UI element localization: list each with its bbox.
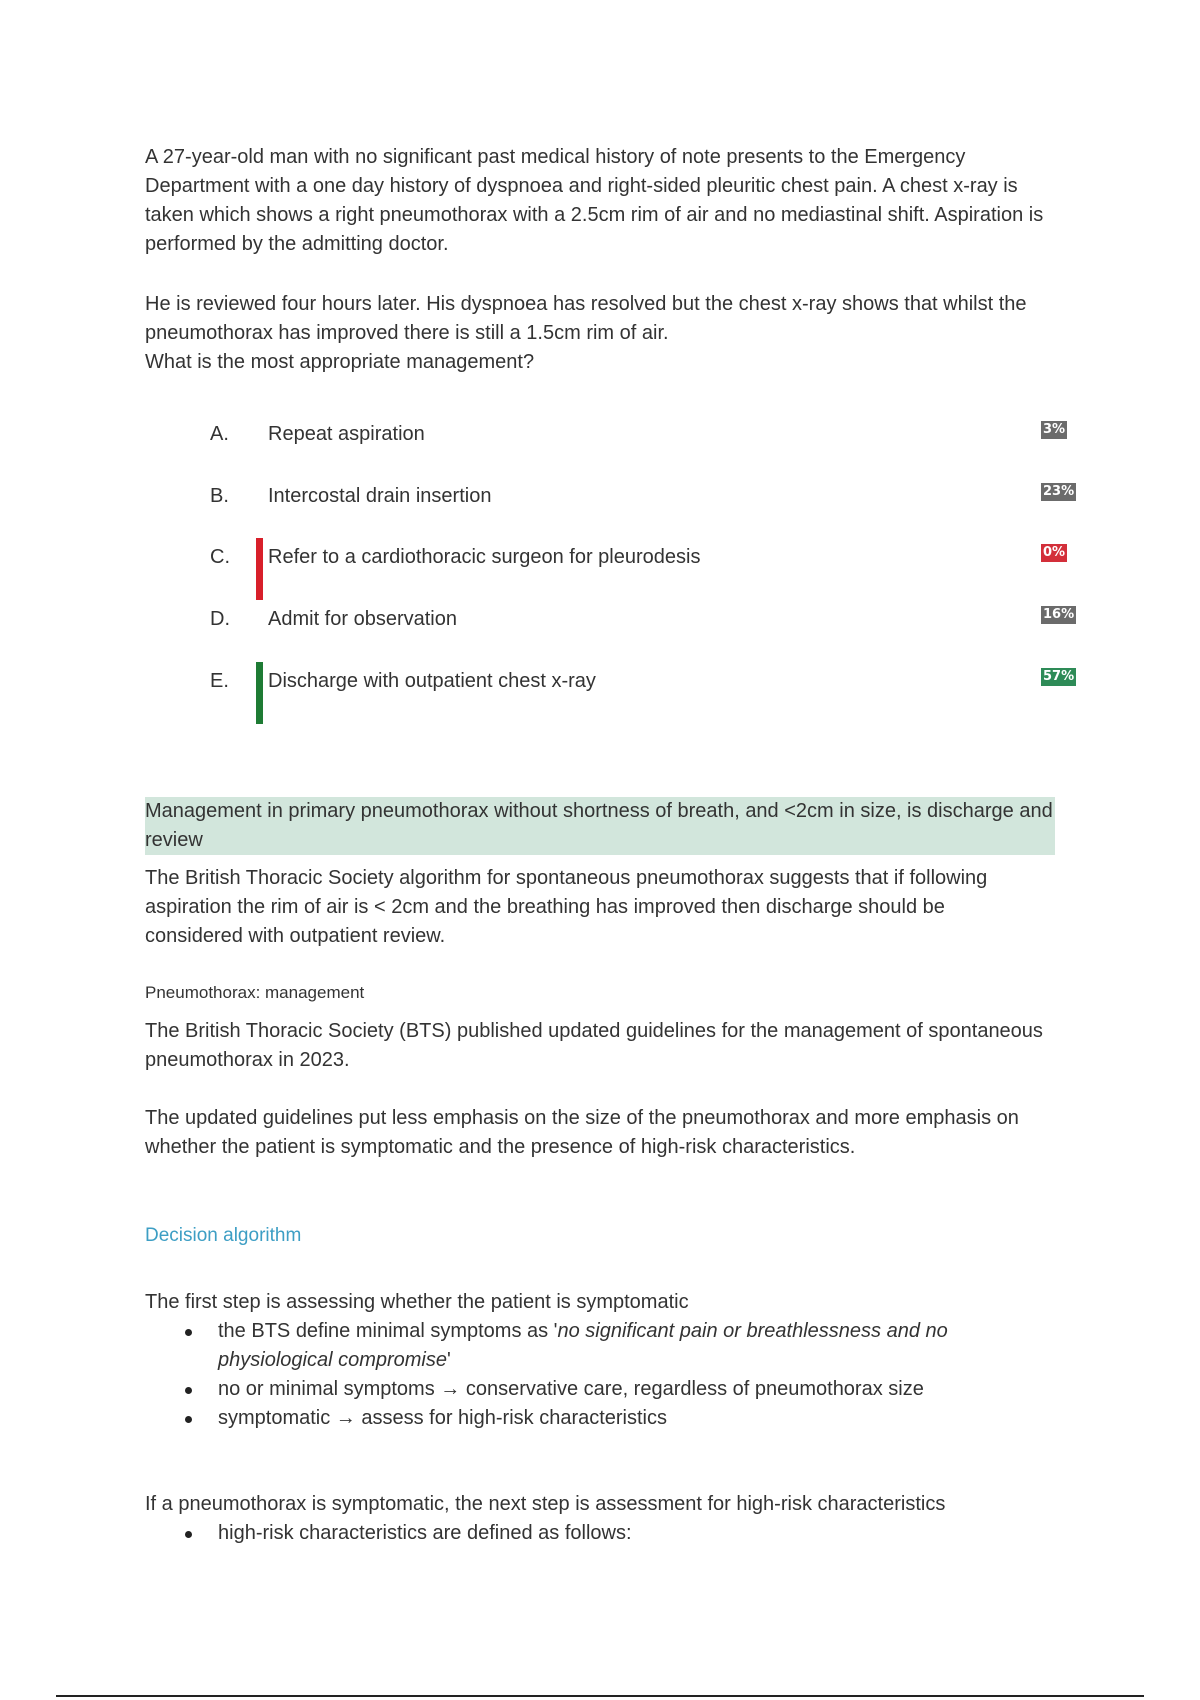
option-percent-badge: 0%: [1043, 545, 1066, 560]
option-letter: B.: [210, 485, 229, 507]
question-prompt: What is the most appropriate management?: [145, 351, 535, 373]
option-letter: D.: [210, 608, 230, 630]
step-2-intro: If a pneumothorax is symptomatic, the next step is assessment for high-risk characteristics: [145, 1493, 946, 1515]
page-bottom-divider: [56, 1695, 1144, 1697]
explanation-summary: The British Thoracic Society algorithm for spontaneous pneumothorax suggests that if following aspiration the rim of air is < 2cm and the breathing has improved then discharge should be considered with outpatient review.: [145, 867, 988, 947]
option-d[interactable]: [210, 604, 1075, 664]
option-letter: E.: [210, 670, 229, 692]
option-text: Intercostal drain insertion: [268, 485, 492, 507]
option-text: Refer to a cardiothoracic surgeon for pleurodesis: [268, 546, 701, 568]
option-text: Repeat aspiration: [268, 423, 425, 445]
list-item: no or minimal symptoms → conservative care, regardless of pneumothorax size: [145, 1375, 1055, 1404]
list-item: high-risk characteristics are defined as follows:: [145, 1519, 1055, 1548]
list-item: symptomatic → assess for high-risk characteristics: [145, 1404, 1055, 1433]
option-c[interactable]: [210, 542, 1066, 602]
option-a[interactable]: [210, 419, 1066, 479]
section-title: Pneumothorax: management: [145, 983, 365, 1002]
option-percent-badge: 16%: [1043, 607, 1075, 622]
explanation-para-1: The British Thoracic Society (BTS) published updated guidelines for the management of spontaneous pneumothorax in 2023.: [145, 1020, 1043, 1071]
question-stem-2-block: [145, 290, 1045, 377]
option-e[interactable]: [210, 666, 1075, 726]
step-2-list: [145, 1519, 1055, 1548]
step-1-intro: The first step is assessing whether the patient is symptomatic: [145, 1291, 689, 1313]
question-stem-2: He is reviewed four hours later. His dyspnoea has resolved but the chest x-ray shows that whilst the pneumothorax has improved there is still a 1.5cm rim of air.: [145, 293, 1027, 344]
option-percent-badge: 57%: [1043, 669, 1075, 684]
decision-algorithm-link[interactable]: Decision algorithm: [145, 1225, 302, 1246]
incorrect-marker-bar: [256, 538, 263, 600]
option-percent-badge: 3%: [1043, 422, 1066, 437]
key-point-highlight: Management in primary pneumothorax without shortness of breath, and <2cm in size, is discharge and review: [145, 797, 1055, 855]
option-text: Discharge with outpatient chest x-ray: [268, 670, 596, 692]
step-2-block: [145, 1490, 1055, 1548]
explanation-para-2: The updated guidelines put less emphasis on the size of the pneumothorax and more emphasis on whether the patient is symptomatic and the presence of high-risk characteristics.: [145, 1107, 1019, 1158]
question-stem-1: A 27-year-old man with no significant past medical history of note presents to the Emergency Department with a one day history of dyspnoea and right-sided pleuritic chest pain. A chest x-ray is taken which shows a right pneumothorax with a 2.5cm rim of air and no mediastinal shift. Aspiration is performed by the admitting doctor.: [145, 146, 1044, 255]
option-letter: C.: [210, 546, 230, 568]
option-text: Admit for observation: [268, 608, 457, 630]
step-1-list: [145, 1317, 1055, 1433]
option-b[interactable]: [210, 481, 1075, 541]
option-percent-badge: 23%: [1043, 484, 1075, 499]
correct-marker-bar: [256, 662, 263, 724]
list-item: the BTS define minimal symptoms as 'no significant pain or breathlessness and no physiological compromise': [145, 1317, 1055, 1375]
option-letter: A.: [210, 423, 229, 445]
step-1-block: [145, 1288, 1055, 1433]
